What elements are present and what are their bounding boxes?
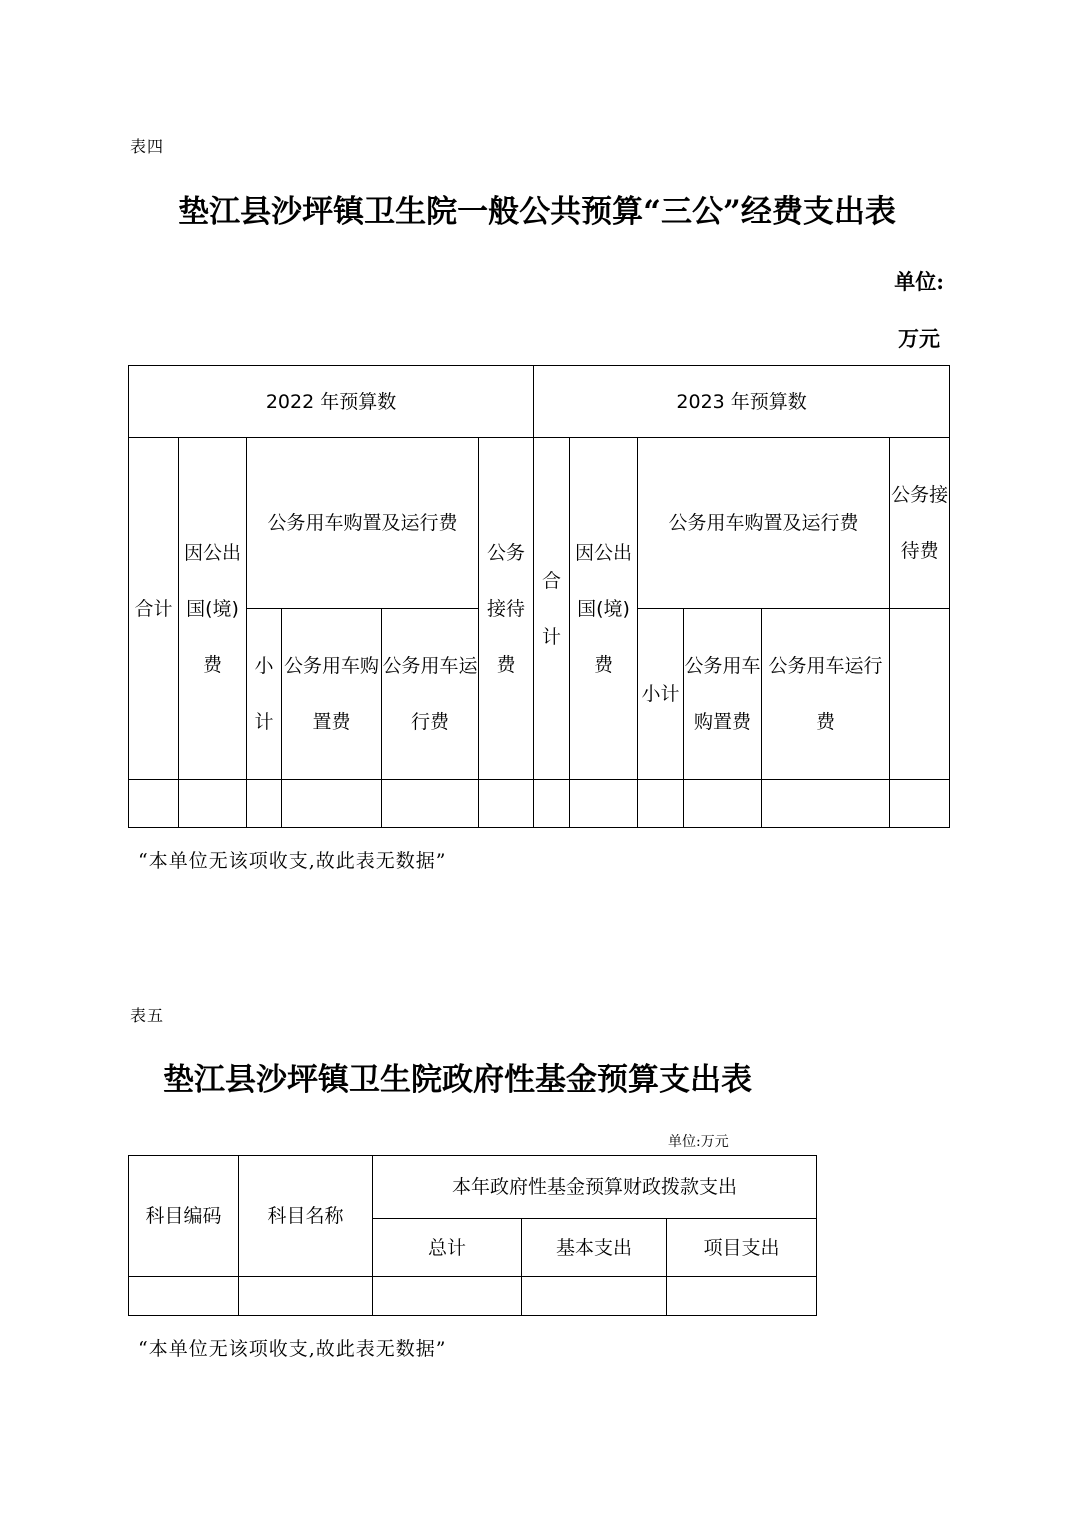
col-car-running-2022: 公务用车运行费 xyxy=(382,609,479,780)
col-car-group-2023: 公务用车购置及运行费 xyxy=(638,438,890,609)
table4-note: “本单位无该项收支,故此表无数据” xyxy=(138,850,447,872)
col-subtotal-2023: 小计 xyxy=(638,609,684,780)
col-total-2023: 合计 xyxy=(534,438,570,780)
table5-grid xyxy=(128,1155,817,1316)
col-subject-name: 科目名称 xyxy=(239,1156,373,1277)
col-project: 项目支出 xyxy=(667,1219,817,1277)
col-car-group-2022: 公务用车购置及运行费 xyxy=(247,438,479,609)
col-total: 总计 xyxy=(373,1219,522,1277)
col-reception-2022: 公务接待费 xyxy=(479,438,534,780)
table-row xyxy=(129,780,950,828)
empty-cell xyxy=(890,780,950,828)
col-abroad-2023: 因公出国(境)费 xyxy=(570,438,638,780)
col-subtotal-2022: 小计 xyxy=(247,609,282,780)
empty-cell xyxy=(129,780,179,828)
empty-cell xyxy=(129,1277,239,1316)
group-header-2022: 2022 年预算数 xyxy=(129,366,534,438)
col-car-purchase-2022: 公务用车购置费 xyxy=(282,609,382,780)
table5-title: 垫江县沙坪镇卫生院政府性基金预算支出表 xyxy=(163,1062,752,1098)
empty-cell xyxy=(684,780,762,828)
empty-cell xyxy=(247,780,282,828)
empty-cell xyxy=(479,780,534,828)
col-car-purchase-2023: 公务用车购置费 xyxy=(684,609,762,780)
col-fund-group: 本年政府性基金预算财政拨款支出 xyxy=(373,1156,817,1219)
empty-cell xyxy=(534,780,570,828)
col-basic: 基本支出 xyxy=(522,1219,667,1277)
empty-cell xyxy=(890,609,950,780)
empty-cell xyxy=(762,780,890,828)
table-row xyxy=(129,1277,817,1316)
empty-cell xyxy=(239,1277,373,1316)
col-car-running-2023: 公务用车运行费 xyxy=(762,609,890,780)
table4-unit-label: 单位: xyxy=(894,269,944,294)
col-total-2022: 合计 xyxy=(129,438,179,780)
table5-note: “本单位无该项收支,故此表无数据” xyxy=(138,1338,447,1360)
col-abroad-2022: 因公出国(境)费 xyxy=(179,438,247,780)
empty-cell xyxy=(522,1277,667,1316)
empty-cell xyxy=(373,1277,522,1316)
empty-cell xyxy=(179,780,247,828)
table5-label: 表五 xyxy=(130,1006,165,1025)
col-subject-code: 科目编码 xyxy=(129,1156,239,1277)
col-reception-2023: 公务接待费 xyxy=(890,438,950,609)
table4-unit-value: 万元 xyxy=(898,326,940,351)
empty-cell xyxy=(667,1277,817,1316)
table4-label: 表四 xyxy=(130,137,165,156)
empty-cell xyxy=(570,780,638,828)
table4-title: 垫江县沙坪镇卫生院一般公共预算“三公”经费支出表 xyxy=(178,194,896,230)
empty-cell xyxy=(638,780,684,828)
table5-unit: 单位:万元 xyxy=(668,1134,729,1150)
empty-cell xyxy=(382,780,479,828)
empty-cell xyxy=(282,780,382,828)
table4-grid xyxy=(128,365,950,828)
group-header-2023: 2023 年预算数 xyxy=(534,366,950,438)
